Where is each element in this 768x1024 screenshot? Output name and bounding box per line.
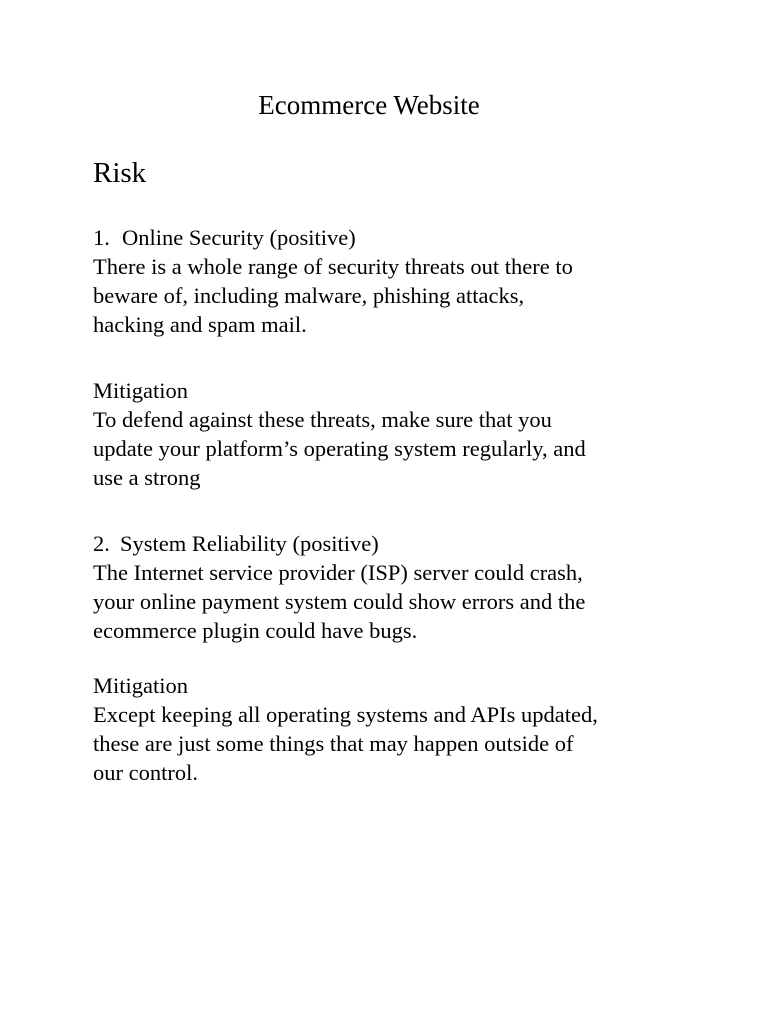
risk-description-line: your online payment system could show errors and the <box>93 589 586 614</box>
risk-number: 1. <box>93 225 110 250</box>
mitigation-line: these are just some things that may happen outside of <box>93 731 574 756</box>
mitigation-line: Except keeping all operating systems and APIs updated, <box>93 702 598 727</box>
document-title: Ecommerce Website <box>258 90 480 120</box>
risk-heading <box>93 223 713 252</box>
mitigation-label: Mitigation <box>93 378 188 403</box>
risk-title: Online Security (positive) <box>122 225 356 250</box>
mitigation-line: update your platform’s operating system regularly, and <box>93 436 586 461</box>
risk-title: System Reliability (positive) <box>120 531 379 556</box>
risk-number: 2. <box>93 531 110 556</box>
risk-description-line: hacking and spam mail. <box>93 312 307 337</box>
mitigation-system-reliability <box>93 671 713 787</box>
risk-heading <box>93 529 713 558</box>
risk-description-line: ecommerce plugin could have bugs. <box>93 618 418 643</box>
mitigation-label: Mitigation <box>93 673 188 698</box>
risk-item-online-security <box>93 223 713 339</box>
risk-description-line: The Internet service provider (ISP) server could crash, <box>93 560 583 585</box>
risk-description-line: There is a whole range of security threats out there to <box>93 254 573 279</box>
risk-item-system-reliability <box>93 529 713 645</box>
section-heading-risk: Risk <box>93 157 147 189</box>
mitigation-online-security <box>93 376 713 492</box>
mitigation-line: To defend against these threats, make sure that you <box>93 407 552 432</box>
risk-description-line: beware of, including malware, phishing attacks, <box>93 283 525 308</box>
mitigation-line: our control. <box>93 760 198 785</box>
mitigation-line: use a strong <box>93 465 201 490</box>
